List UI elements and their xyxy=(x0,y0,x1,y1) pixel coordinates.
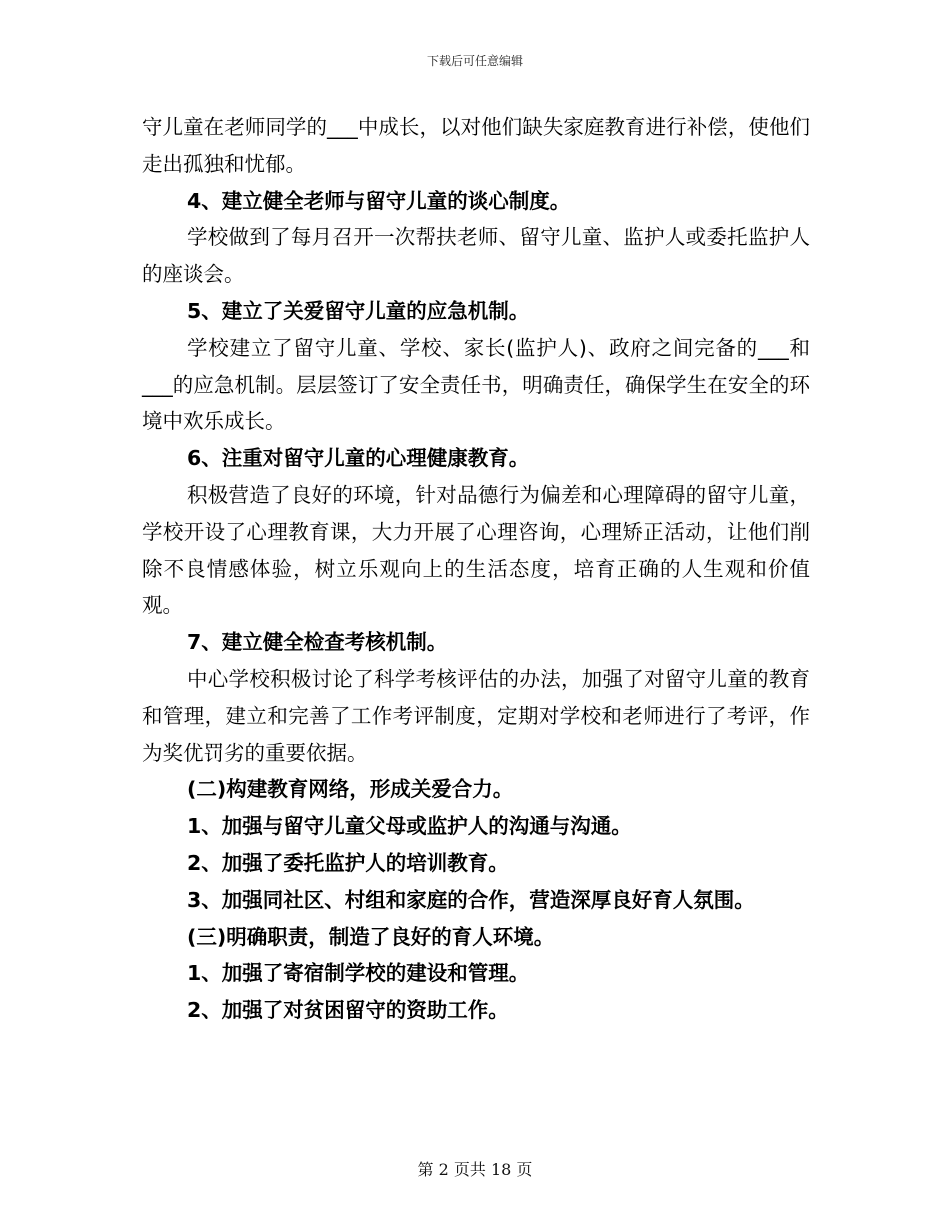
paragraph: 中心学校积极讨论了科学考核评估的办法，加强了对留守儿童的教育和管理，建立和完善了工作考评制度，定期对学校和老师进行了考评，作为奖优罚劣的重要依据。 xyxy=(142,666,810,765)
document-body xyxy=(142,109,810,1029)
list-item: 3、加强同社区、村组和家庭的合作，营造深厚良好育人氛围。 xyxy=(187,887,755,912)
section-heading: 5、建立了关爱留守儿童的应急机制。 xyxy=(187,298,530,323)
paragraph: 学校建立了留守儿童、学校、家长(监护人)、政府之间完备的___和___的应急机制。层层签订了安全责任书，明确责任，确保学生在安全的环境中欢乐成长。 xyxy=(142,335,810,434)
list-item: 2、加强了委托监护人的培训教育。 xyxy=(187,850,509,875)
section-heading: (二)构建教育网络，形成关爱合力。 xyxy=(187,777,514,802)
paragraph: 学校做到了每月召开一次帮扶老师、留守儿童、监护人或委托监护人的座谈会。 xyxy=(142,225,810,287)
section-heading: 6、注重对留守儿童的心理健康教育。 xyxy=(187,446,530,471)
section-heading: 4、建立健全老师与留守儿童的谈心制度。 xyxy=(187,188,571,213)
page-header: 下载后可任意编辑 xyxy=(426,54,523,68)
list-item: 2、加强了对贫困留守的资助工作。 xyxy=(187,998,509,1023)
page-footer: 第 2 页共 18 页 xyxy=(417,1160,533,1179)
list-item: 1、加强与留守儿童父母或监护人的沟通与沟通。 xyxy=(187,814,632,839)
paragraph: 守儿童在老师同学的___中成长，以对他们缺失家庭教育进行补偿，使他们走出孤独和忧郁。 xyxy=(142,115,810,176)
list-item: 1、加强了寄宿制学校的建设和管理。 xyxy=(187,961,530,986)
section-heading: 7、建立健全检查考核机制。 xyxy=(187,630,448,655)
paragraph: 积极营造了良好的环境，针对品德行为偏差和心理障碍的留守儿童，学校开设了心理教育课，大力开展了心理咨询，心理矫正活动，让他们削除不良情感体验，树立乐观向上的生活态度，培育正确的人生观和价值观。 xyxy=(142,482,810,618)
section-heading: (三)明确职责，制造了良好的育人环境。 xyxy=(187,924,555,949)
